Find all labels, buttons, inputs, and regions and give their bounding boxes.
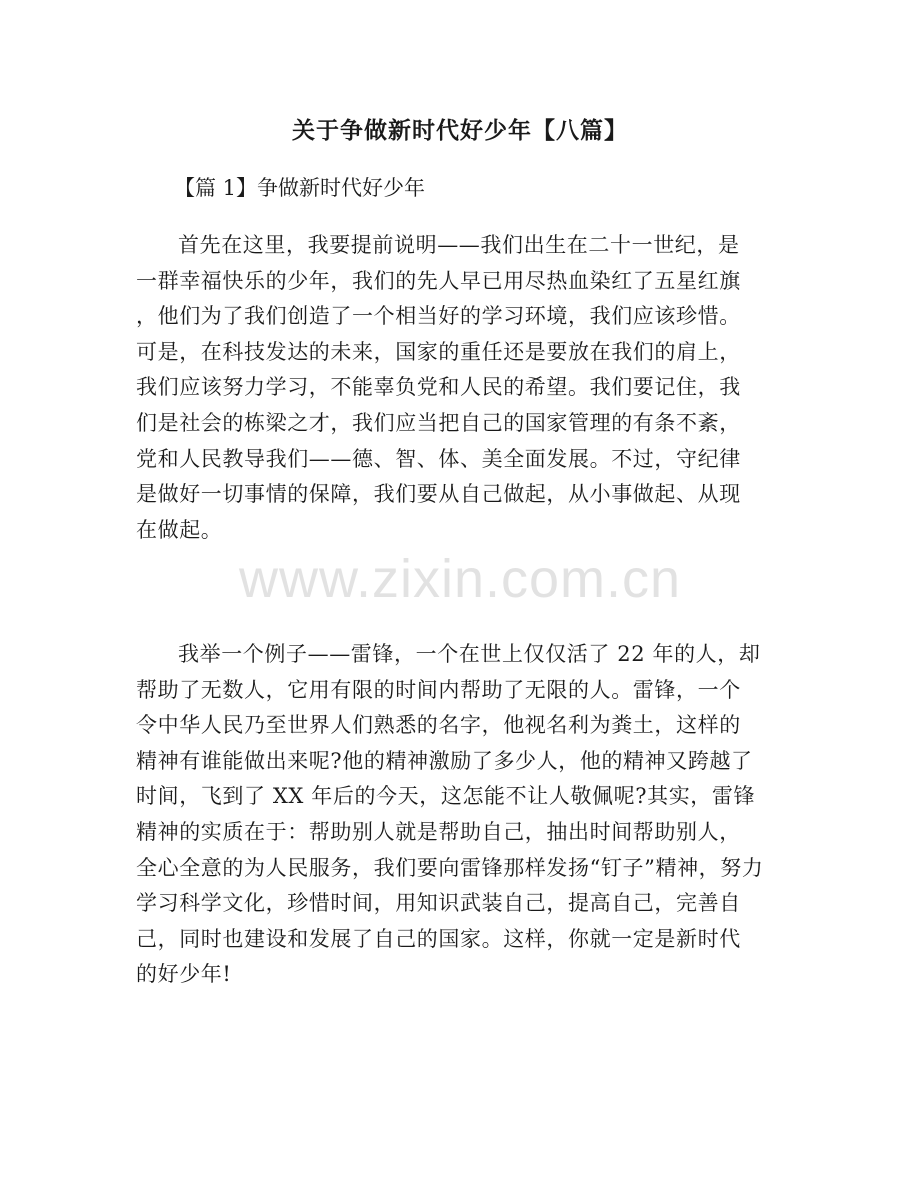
paragraph-1 bbox=[136, 228, 786, 548]
paragraph-line: 们是社会的栋梁之才，我们应当把自己的国家管理的有条不紊， bbox=[136, 410, 741, 435]
paragraph-line: 可是，在科技发达的未来，国家的重任还是要放在我们的肩上， bbox=[136, 339, 741, 364]
paragraph-line: 我举一个例子——雷锋，一个在世上仅仅活了 22 年的人，却 bbox=[178, 642, 761, 666]
paragraph-line: 的好少年! bbox=[136, 962, 232, 987]
paragraph-line: 是做好一切事情的保障，我们要从自己做起，从小事做起、从现 bbox=[136, 482, 741, 507]
paragraph-line: 己，同时也建设和发展了自己的国家。这样，你就一定是新时代 bbox=[136, 926, 741, 951]
section-heading: 【篇 1】争做新时代好少年 bbox=[174, 176, 426, 200]
paragraph-line: 在做起。 bbox=[136, 517, 223, 542]
paragraph-line: 我们应该努力学习，不能辜负党和人民的希望。我们要记住，我 bbox=[136, 375, 741, 400]
paragraph-line: ，他们为了我们创造了一个相当好的学习环境，我们应该珍惜。 bbox=[136, 304, 741, 329]
paragraph-line: 一群幸福快乐的少年，我们的先人早已用尽热血染红了五星红旗 bbox=[136, 268, 741, 293]
paragraph-line: 学习科学文化，珍惜时间，用知识武装自己，提高自己，完善自 bbox=[136, 891, 741, 916]
paragraph-line: 党和人民教导我们——德、智、体、美全面发展。不过，守纪律 bbox=[136, 446, 741, 471]
paragraph-line: 时间，飞到了 XX 年后的今天，这怎能不让人敬佩呢?其实，雷锋 bbox=[136, 784, 756, 809]
paragraph-line: 令中华人民乃至世界人们熟悉的名字，他视名利为粪土，这样的 bbox=[136, 713, 741, 738]
paragraph-line: 全心全意的为人民服务，我们要向雷锋那样发扬“钉子”精神，努力 bbox=[136, 855, 764, 880]
paragraph-line: 精神的实质在于：帮助别人就是帮助自己，抽出时间帮助别人， bbox=[136, 819, 741, 844]
paragraph-line: 帮助了无数人，它用有限的时间内帮助了无限的人。雷锋，一个 bbox=[136, 677, 741, 702]
paragraph-2 bbox=[136, 637, 786, 993]
paragraph-line: 精神有谁能做出来呢?他的精神激励了多少人，他的精神又跨越了 bbox=[136, 748, 753, 773]
paragraph-line: 首先在这里，我要提前说明——我们出生在二十一世纪，是 bbox=[178, 233, 740, 257]
document-title: 关于争做新时代好少年【八篇】 bbox=[292, 117, 628, 144]
watermark: www.zixin.com.cn bbox=[238, 549, 682, 609]
